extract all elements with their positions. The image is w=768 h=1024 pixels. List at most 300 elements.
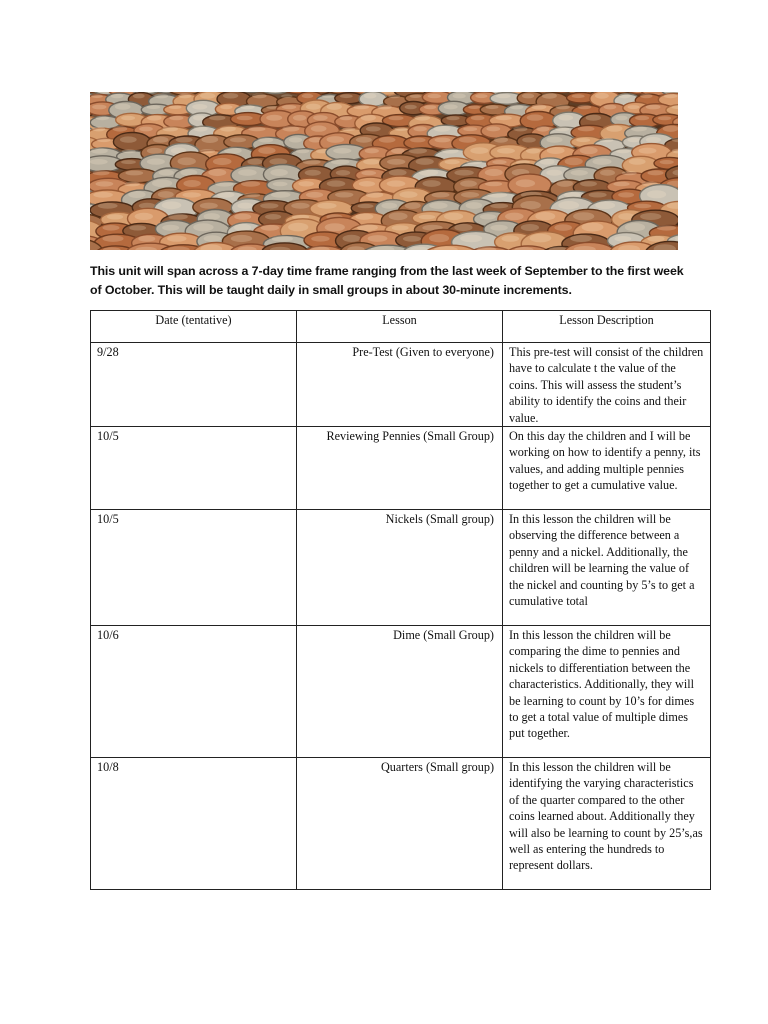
coin-highlight <box>416 158 434 165</box>
table-row <box>91 427 711 510</box>
coin-highlight <box>571 170 588 176</box>
date-cell: 9/28 <box>91 343 297 427</box>
coin-highlight <box>403 236 421 242</box>
coin-highlight <box>377 105 391 110</box>
coin-highlight <box>289 137 302 142</box>
coin-highlight <box>490 225 507 231</box>
coin-highlight <box>542 93 557 99</box>
coin-highlight <box>147 115 162 120</box>
coin-highlight <box>138 236 155 242</box>
coin-highlight <box>193 223 213 231</box>
coin-highlight <box>240 105 254 109</box>
coin-highlight <box>92 127 105 132</box>
coin-highlight <box>435 138 451 143</box>
coin-highlight <box>428 94 441 98</box>
coin-highlight <box>381 203 397 209</box>
coin-highlight <box>494 137 508 143</box>
coin-highlight <box>405 202 421 209</box>
coin-highlight <box>291 203 309 209</box>
coin-highlight <box>454 224 472 231</box>
coin-highlight <box>546 137 562 143</box>
coin-highlight <box>361 114 376 120</box>
coin-highlight <box>409 148 427 154</box>
coin-highlight <box>614 236 631 242</box>
coin-highlight <box>355 213 373 220</box>
header-date: Date (tentative) <box>91 311 297 343</box>
coin-highlight <box>522 137 536 142</box>
coin-highlight <box>288 223 308 232</box>
coin-highlight <box>258 137 273 142</box>
coin-highlight <box>201 136 218 143</box>
coin-highlight <box>124 182 140 187</box>
date-cell: 10/5 <box>91 427 297 510</box>
coin-highlight <box>153 137 168 143</box>
coin-highlight <box>204 213 220 220</box>
coin-highlight <box>502 235 520 241</box>
coin-highlight <box>128 191 145 198</box>
coin-highlight <box>178 157 196 165</box>
coin-highlight <box>317 203 336 209</box>
coin-highlight <box>178 93 191 98</box>
coin-highlight <box>158 191 174 198</box>
coin-highlight <box>521 224 539 231</box>
date-cell: 10/6 <box>91 626 297 758</box>
header-description: Lesson Description <box>503 311 711 343</box>
coin-highlight <box>526 148 540 154</box>
coin-highlight <box>265 214 281 220</box>
coin-highlight <box>471 116 485 121</box>
coin-highlight <box>129 225 146 230</box>
coin-highlight <box>93 170 110 175</box>
table-row <box>91 510 711 626</box>
coin-highlight <box>98 203 118 209</box>
coin-highlight <box>115 104 131 110</box>
coin-highlight <box>325 223 345 231</box>
coin-highlight <box>429 202 447 209</box>
coin-highlight <box>391 148 404 154</box>
coin-highlight <box>125 171 143 176</box>
coin-highlight <box>604 105 617 110</box>
coin-highlight <box>658 116 671 120</box>
coin-highlight <box>461 192 479 198</box>
coin-highlight <box>424 105 436 109</box>
coin-highlight <box>303 159 321 164</box>
coin-highlight <box>475 94 487 98</box>
coin-highlight <box>580 147 598 155</box>
coin-highlight <box>580 181 597 186</box>
coin-highlight <box>647 190 666 198</box>
coin-highlight <box>616 149 630 153</box>
coin-highlight <box>261 225 279 231</box>
coin-highlight <box>606 125 622 131</box>
coin-highlight <box>600 170 615 176</box>
coin-highlight <box>496 94 511 98</box>
coin-highlight <box>595 202 615 209</box>
coin-highlight <box>434 126 451 132</box>
lesson-cell: Dime (Small Group) <box>297 626 503 758</box>
coin-highlight <box>209 115 225 120</box>
coin-highlight <box>535 212 555 220</box>
coin-highlight <box>272 236 293 242</box>
coin-highlight <box>353 105 369 109</box>
description-cell: In this lesson the children will be comparing the dime to pennies and nickels to differentiation between the characteristics. Additionally, they will be learning to count by 10’s for dimes to get a total value of multiple dimes put together. <box>503 626 711 758</box>
coin-highlight <box>298 181 314 186</box>
coin-highlight <box>270 169 288 176</box>
coin-highlight <box>162 127 178 132</box>
coin-highlight <box>589 192 607 197</box>
coin-highlight <box>460 180 477 186</box>
coin-highlight <box>154 94 168 99</box>
coin-highlight <box>327 136 345 143</box>
coin-highlight <box>578 126 595 131</box>
description-cell: In this lesson the children will be identifying the varying characteristics of the quarter compared to the other coins learned about. Additionally they will also be learning to count by 25’s,as well as entering the hundreds to represent dollars. <box>503 758 711 890</box>
coin-highlight <box>311 125 327 131</box>
coin-highlight <box>241 181 260 187</box>
coin-highlight <box>629 158 646 164</box>
coin-highlight <box>486 105 499 109</box>
coin-highlight <box>415 115 431 121</box>
coin-highlight <box>357 224 378 231</box>
coin-highlight <box>133 94 145 99</box>
date-cell: 10/8 <box>91 758 297 890</box>
coin-highlight <box>531 104 546 109</box>
coin-highlight <box>413 126 426 131</box>
coin-highlight <box>387 180 406 186</box>
date-cell: 10/5 <box>91 510 297 626</box>
coin-highlight <box>313 115 328 120</box>
coin-highlight <box>162 201 182 209</box>
coin-highlight <box>516 179 535 187</box>
coin-highlight <box>388 116 403 120</box>
coin-highlight <box>366 192 383 198</box>
coin-highlight <box>497 148 515 154</box>
coin-highlight <box>392 225 409 230</box>
coin-highlight <box>559 115 574 121</box>
coin-highlight <box>647 170 663 175</box>
coin-highlight <box>237 116 253 121</box>
coin-highlight <box>573 212 594 220</box>
coin-highlight <box>468 105 480 109</box>
coin-highlight <box>91 94 103 98</box>
coin-highlight <box>646 105 661 110</box>
coin-highlight <box>96 116 109 120</box>
coin-highlight <box>505 213 524 221</box>
coin-highlight <box>230 137 246 142</box>
coin-highlight <box>120 136 137 142</box>
coin-highlight <box>405 105 417 110</box>
coin-highlight <box>490 203 508 208</box>
coin-highlight <box>333 148 351 154</box>
coin-highlight <box>97 138 111 142</box>
coin-highlight <box>273 182 288 187</box>
coin-highlight <box>444 104 458 109</box>
coin-highlight <box>554 224 572 231</box>
description-cell: In this lesson the children will be observing the difference between a penny and a nickel. Additionally, the children will be learning the value of the nickel and counting by 5’s to get a cumulative total <box>503 510 711 626</box>
coin-highlight <box>657 225 676 230</box>
coin-highlight <box>646 137 661 143</box>
coin-highlight <box>582 223 604 232</box>
coin-highlight <box>460 235 482 243</box>
coin-highlight <box>463 127 477 131</box>
coin-highlight <box>593 158 612 165</box>
coin-highlight <box>363 159 380 164</box>
coin-highlight <box>162 225 179 231</box>
coin-highlight <box>565 158 583 166</box>
coin-highlight <box>103 225 120 231</box>
coin-highlight <box>446 116 459 120</box>
coin-highlight <box>296 149 309 154</box>
coin-highlight <box>331 159 350 165</box>
coin-highlight <box>388 94 400 98</box>
coin-highlight <box>634 204 651 209</box>
coin-highlight <box>558 201 579 209</box>
coin-highlight <box>619 93 631 98</box>
coin-highlight <box>336 170 350 176</box>
coin-highlight <box>467 160 483 165</box>
coin-highlight <box>419 169 438 176</box>
coin-highlight <box>660 160 674 164</box>
coin-highlight <box>213 158 232 165</box>
coin-highlight <box>599 138 613 143</box>
coin-highlight <box>135 213 153 220</box>
coin-highlight <box>361 171 376 176</box>
coin-highlight <box>340 94 353 98</box>
coin-highlight <box>622 171 637 175</box>
coin-highlight <box>664 94 678 98</box>
coin-highlight <box>368 235 388 242</box>
coin-highlight <box>595 93 609 99</box>
coin-highlight <box>182 192 201 197</box>
coin-highlight <box>485 182 502 187</box>
table-header-row <box>91 311 711 343</box>
coin-highlight <box>183 180 200 187</box>
coin-highlight <box>556 105 570 110</box>
coin-highlight <box>248 127 265 132</box>
coin-highlight <box>487 192 507 198</box>
coin-highlight <box>625 223 645 231</box>
coin-highlight <box>429 234 449 242</box>
coin-highlight <box>365 148 379 153</box>
coin-highlight <box>107 214 123 219</box>
coins-photo-image <box>90 92 678 250</box>
coin-highlight <box>496 116 512 120</box>
coin-highlight <box>121 116 135 121</box>
coin-highlight <box>485 169 503 176</box>
coin-highlight <box>234 224 251 231</box>
coin-highlight <box>432 192 450 197</box>
coin-highlight <box>342 127 355 131</box>
coin-highlight <box>441 148 459 153</box>
coin-highlight <box>237 203 253 209</box>
coin-highlight <box>282 105 296 109</box>
coin-highlight <box>305 170 321 176</box>
coin-highlight <box>234 214 251 220</box>
coin-highlight <box>293 115 306 121</box>
coin-highlight <box>410 138 426 143</box>
coin-highlight <box>364 93 377 98</box>
coin-highlight <box>389 169 407 176</box>
coin-highlight <box>223 93 238 98</box>
coin-highlight <box>540 159 555 165</box>
coin-highlight <box>466 202 483 209</box>
coin-highlight <box>327 103 342 110</box>
coin-highlight <box>453 94 466 99</box>
table-row <box>91 626 711 758</box>
coin-highlight <box>220 126 236 131</box>
coin-highlight <box>271 192 291 198</box>
coin-highlight <box>90 159 108 165</box>
coin-highlight <box>176 137 193 142</box>
coin-highlight <box>510 105 524 110</box>
coin-highlight <box>204 235 221 242</box>
coin-highlight <box>343 235 361 242</box>
coin-highlight <box>445 160 460 165</box>
coin-highlight <box>564 192 581 198</box>
coin-highlight <box>147 105 161 109</box>
coin-highlight <box>556 180 573 187</box>
lesson-cell: Quarters (Small group) <box>297 758 503 890</box>
coin-highlight <box>546 170 562 176</box>
coin-highlight <box>615 116 627 121</box>
coin-highlight <box>200 149 215 153</box>
lesson-cell: Reviewing Pennies (Small Group) <box>297 427 503 510</box>
coin-highlight <box>400 191 418 198</box>
coin-highlight <box>613 182 629 187</box>
coin-highlight <box>93 192 113 198</box>
coin-highlight <box>631 126 647 131</box>
coin-highlight <box>410 95 422 98</box>
coin-highlight <box>215 181 233 186</box>
coin-highlight <box>122 149 136 153</box>
coin-highlight <box>555 127 569 131</box>
coin-highlight <box>536 126 549 132</box>
coin-highlight <box>628 105 640 109</box>
coin-highlight <box>522 94 534 99</box>
coin-highlight <box>322 95 335 98</box>
coin-highlight <box>200 203 218 209</box>
coin-highlight <box>247 159 262 165</box>
lesson-plan-table <box>90 310 711 890</box>
header-lesson: Lesson <box>297 311 503 343</box>
coin-highlight <box>379 137 396 143</box>
lesson-cell: Pre-Test (Given to everyone) <box>297 343 503 427</box>
coin-highlight <box>527 114 544 120</box>
coin-highlight <box>306 104 321 110</box>
description-cell: On this day the children and I will be working on how to identify a penny, its values, and adding multiple pennies together to get a cumulative value. <box>503 427 711 510</box>
coin-highlight <box>394 127 407 131</box>
coin-highlight <box>252 93 267 98</box>
coin-highlight <box>92 105 106 110</box>
coin-highlight <box>640 94 652 99</box>
coin-highlight <box>260 203 278 208</box>
coin-highlight <box>480 214 496 219</box>
coin-highlight <box>389 212 408 220</box>
coin-highlight <box>486 126 500 131</box>
coin-highlight <box>572 94 585 98</box>
coin-highlight <box>578 105 592 110</box>
coin-highlight <box>311 236 329 242</box>
coin-highlight <box>217 192 234 198</box>
coin-highlight <box>640 213 661 220</box>
coin-highlight <box>147 148 162 154</box>
coin-highlight <box>266 115 282 121</box>
coins-photo <box>90 92 678 250</box>
coin-highlight <box>358 204 374 208</box>
coin-highlight <box>302 94 314 98</box>
coin-highlight <box>647 236 664 242</box>
coin-highlight <box>169 116 183 121</box>
coin-highlight <box>459 137 477 143</box>
description-cell: This pre-test will consist of the children have to calculate t the value of the coins. This will assess the student’s ability to identify the coins and their value. <box>503 343 711 427</box>
coin-highlight <box>194 126 208 131</box>
coin-highlight <box>220 105 232 109</box>
coin-highlight <box>103 235 124 242</box>
coin-highlight <box>306 192 323 198</box>
table-row <box>91 758 711 890</box>
coin-highlight <box>635 116 649 121</box>
coin-highlight <box>663 125 678 132</box>
coin-highlight <box>258 147 275 154</box>
coin-highlight <box>366 126 381 131</box>
coin-highlight <box>121 160 136 164</box>
coin-highlight <box>327 180 346 186</box>
coin-highlight <box>444 213 463 220</box>
coin-highlight <box>454 170 473 176</box>
coin-highlight <box>200 93 215 99</box>
coin-highlight <box>639 148 657 154</box>
coin-highlight <box>570 235 592 242</box>
coin-highlight <box>530 234 552 243</box>
coin-highlight <box>586 115 601 121</box>
coin-highlight <box>492 160 506 164</box>
coin-highlight <box>419 215 436 220</box>
coin-highlight <box>340 116 353 120</box>
coin-highlight <box>422 180 440 187</box>
coin-highlight <box>231 235 252 242</box>
coin-highlight <box>167 235 186 241</box>
coin-highlight <box>224 147 242 153</box>
coin-highlight <box>152 179 172 187</box>
coin-highlight <box>96 181 114 186</box>
coin-highlight <box>281 94 292 98</box>
coin-highlight <box>147 158 165 164</box>
coin-highlight <box>387 159 405 165</box>
coin-highlight <box>628 138 641 142</box>
lesson-cell: Nickels (Small group) <box>297 510 503 626</box>
coin-highlight <box>244 193 260 198</box>
coin-highlight <box>335 192 353 197</box>
coin-highlight <box>470 147 488 154</box>
coin-highlight <box>113 126 128 132</box>
coin-highlight <box>91 148 108 154</box>
coin-highlight <box>282 126 299 131</box>
intro-paragraph: This unit will span across a 7-day time frame ranging from the last week of September to the first week of October. This will be taught daily in small groups in about 30-minute increments. <box>90 264 684 297</box>
coin-highlight <box>547 147 565 154</box>
coin-highlight <box>139 127 153 132</box>
coin-highlight <box>576 138 590 142</box>
coin-highlight <box>159 170 174 176</box>
coin-highlight <box>192 104 207 110</box>
coin-highlight <box>168 214 187 220</box>
coin-highlight <box>111 94 124 99</box>
coin-highlight <box>238 169 257 176</box>
table-row <box>91 343 711 427</box>
coin-highlight <box>618 192 634 197</box>
coin-highlight <box>513 127 527 132</box>
coin-highlight <box>359 181 375 187</box>
coin-highlight <box>208 169 226 176</box>
coin-highlight <box>169 105 182 109</box>
